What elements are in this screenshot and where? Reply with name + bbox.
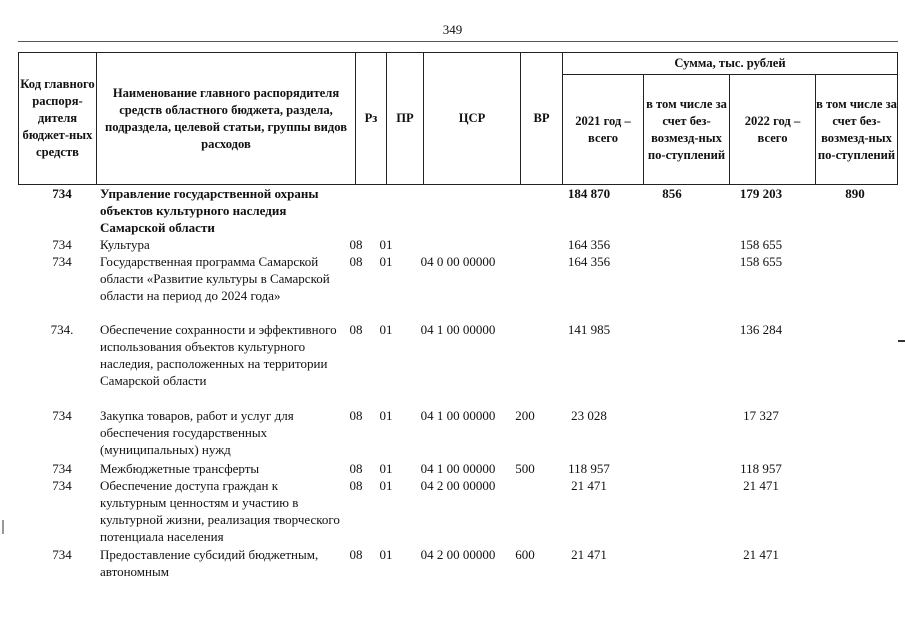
cell-code: 734	[52, 254, 72, 269]
cell-code: 734	[52, 408, 72, 423]
header-vr: ВР	[520, 52, 563, 185]
header-2022-total: 2022 год – всего	[729, 74, 816, 185]
cell-2021-gratuitous: 856	[662, 186, 682, 201]
header-2022-gratuitous: в том числе за счет без-возмезд-ных по-ступлений	[815, 74, 898, 185]
cell-pr: 01	[379, 478, 393, 493]
cell-2022-total: 136 284	[739, 322, 783, 337]
cell-2022-gratuitous: 890	[845, 186, 865, 201]
cell-2022-total: 118 957	[740, 461, 782, 476]
cell-csr: 04 1 00 00000	[420, 408, 496, 423]
cell-2021-total: 118 957	[568, 461, 610, 476]
cell-rz: 08	[349, 254, 363, 269]
cell-rz: 08	[349, 237, 363, 252]
cell-name: Культура	[100, 237, 150, 252]
cell-2021-total: 21 471	[571, 478, 607, 493]
cell-rz: 08	[349, 322, 363, 337]
scan-mark	[2, 520, 4, 534]
cell-name: Предоставление субсидий бюджетным, автономным	[100, 547, 319, 579]
cell-csr: 04 0 00 00000	[420, 254, 496, 269]
cell-2021-total: 164 356	[567, 237, 611, 252]
cell-2021-total: 21 471	[571, 547, 607, 562]
cell-2022-total: 21 471	[743, 478, 779, 493]
cell-code: 734	[52, 461, 72, 476]
table-header	[18, 52, 898, 185]
cell-pr: 01	[379, 461, 393, 476]
header-2021-total: 2021 год – всего	[562, 74, 644, 185]
cell-2022-total: 158 655	[739, 237, 783, 252]
cell-2022-total: 179 203	[739, 186, 783, 201]
cell-code: 734	[52, 237, 72, 252]
header-csr: ЦСР	[423, 52, 521, 185]
cell-pr: 01	[379, 408, 393, 423]
cell-vr: 500	[515, 461, 535, 476]
cell-2021-total: 141 985	[567, 322, 611, 337]
page-number: 349	[442, 22, 463, 37]
cell-2021-total: 164 356	[567, 254, 611, 269]
cell-vr: 200	[515, 408, 535, 423]
cell-name: Обеспечение доступа граждан к культурным ценностям и участию в культурной жизни, реализация творческого потенциала населения	[100, 478, 340, 544]
cell-2021-total: 184 870	[567, 186, 611, 201]
cell-code: 734	[52, 186, 72, 201]
cell-code: 734	[52, 478, 72, 493]
header-2021-gratuitous: в том числе за счет без-возмезд-ных по-ступлений	[643, 74, 730, 185]
header-pr: ПР	[386, 52, 424, 185]
cell-csr: 04 1 00 00000	[420, 461, 496, 476]
header-name: Наименование главного распорядителя средств областного бюджета, раздела, подраздела, целевой статьи, группы видов расходов	[96, 52, 356, 185]
cell-pr: 01	[379, 322, 393, 337]
cell-2022-total: 158 655	[739, 254, 783, 269]
cell-pr: 01	[379, 547, 393, 562]
cell-csr: 04 1 00 00000	[420, 322, 496, 337]
cell-2021-total: 23 028	[571, 408, 607, 423]
cell-pr: 01	[379, 254, 393, 269]
cell-name: Обеспечение сохранности и эффективного использования объектов культурного наследия, расположенных на территории Самарской области	[100, 322, 337, 388]
cell-name: Государственная программа Самарской области «Развитие культуры в Самарской области на период до 2024 года»	[100, 254, 330, 303]
cell-2022-total: 21 471	[743, 547, 779, 562]
cell-rz: 08	[349, 461, 363, 476]
cell-2022-total: 17 327	[743, 408, 779, 423]
cell-rz: 08	[349, 408, 363, 423]
scan-mark	[898, 340, 905, 342]
cell-rz: 08	[349, 478, 363, 493]
cell-csr: 04 2 00 00000	[420, 547, 496, 562]
top-rule	[18, 41, 898, 42]
header-rz: Рз	[355, 52, 387, 185]
cell-csr: 04 2 00 00000	[420, 478, 496, 493]
cell-name: Межбюджетные трансферты	[100, 461, 260, 476]
cell-name: Управление государственной охраны объектов культурного наследия Самарской области	[100, 186, 319, 235]
cell-pr: 01	[379, 237, 393, 252]
cell-code: 734	[52, 547, 72, 562]
header-sum: Сумма, тыс. рублей	[562, 52, 898, 75]
cell-vr: 600	[515, 547, 535, 562]
cell-code: 734.	[50, 322, 74, 337]
cell-name: Закупка товаров, работ и услуг для обеспечения государственных (муниципальных) нужд	[100, 408, 294, 457]
cell-rz: 08	[349, 547, 363, 562]
header-code: Код главного распоря-дителя бюджет-ных средств	[18, 52, 97, 185]
